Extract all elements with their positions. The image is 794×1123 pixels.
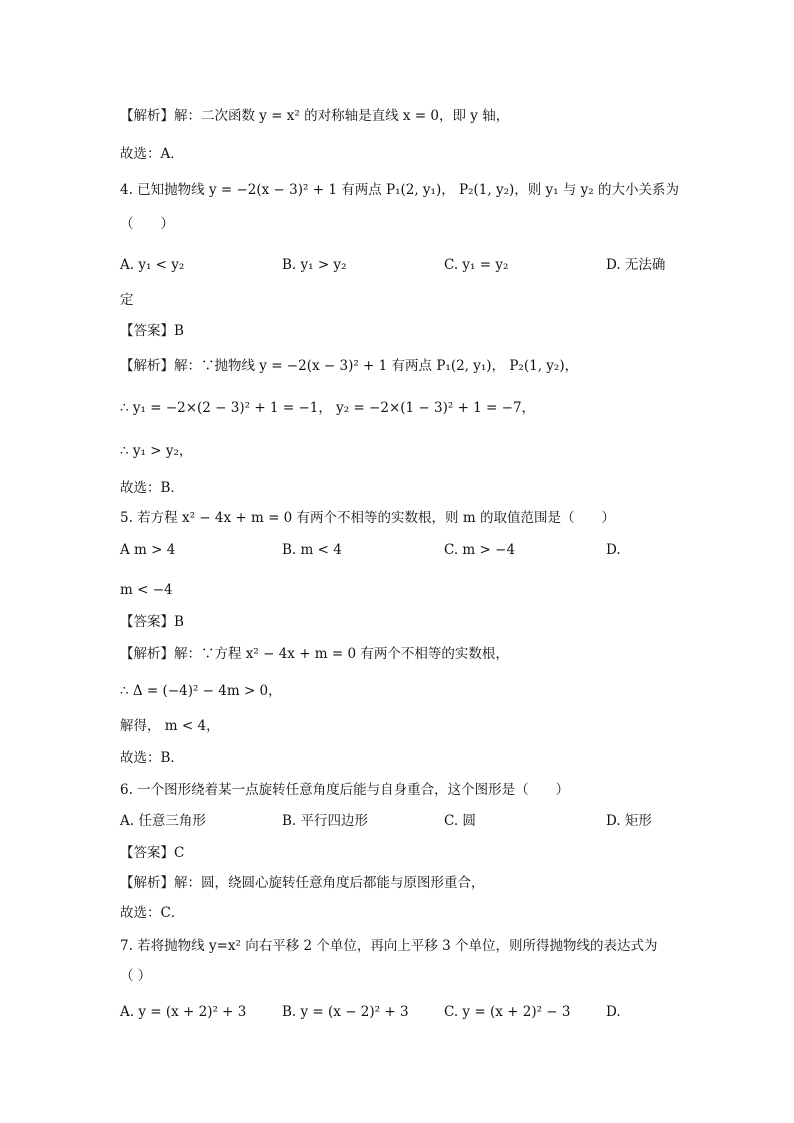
q4-answer: 【答案】B — [120, 323, 184, 339]
q6-option-a: A. 任意三角形 — [120, 813, 206, 829]
q4-step2: ∴ y₁ > y₂， — [120, 443, 193, 459]
q7-option-b: B. y = (x − 2)² + 3 — [282, 1004, 409, 1020]
q6-option-b: B. 平行四边形 — [282, 813, 369, 829]
q5-option-cont: m < −4 — [120, 582, 173, 598]
q5-answer: 【答案】B — [120, 614, 184, 630]
q4-option-cont: 定 — [120, 292, 134, 308]
q4-option-b: B. y₁ > y₂ — [282, 257, 347, 273]
q7-option-c: C. y = (x + 2)² − 3 — [444, 1004, 571, 1020]
q6-analysis: 【解析】解：圆，绕圆心旋转任意角度后都能与原图形重合， — [120, 875, 485, 891]
q5-analysis: 【解析】解：∵方程 x² − 4x + m = 0 有两个不相等的实数根， — [120, 646, 509, 662]
q5-choose: 故选：B． — [120, 750, 184, 766]
q6-option-c: C. 圆 — [444, 813, 476, 829]
q7-option-a: A. y = (x + 2)² + 3 — [120, 1004, 247, 1020]
q5-stem: 5. 若方程 x² − 4x + m = 0 有两个不相等的实数根，则 m 的取值范围是（ ） — [120, 510, 615, 526]
q4-option-d: D. 无法确 — [606, 257, 666, 273]
q7-stem: 7. 若将抛物线 y=x² 向右平移 2 个单位，再向上平移 3 个单位，则所得抛物线的表达式为 — [120, 938, 658, 954]
q7-option-d: D. — [606, 1004, 621, 1020]
q3-analysis: 【解析】解：二次函数 y = x² 的对称轴是直线 x = 0，即 y 轴， — [120, 108, 510, 124]
q4-choose: 故选：B． — [120, 480, 184, 496]
q4-step1: ∴ y₁ = −2×(2 − 3)² + 1 = −1， y₂ = −2×(1 − 3)² + 1 = −7， — [120, 400, 536, 416]
q4-option-a: A. y₁ < y₂ — [120, 257, 185, 273]
q6-choose: 故选：C． — [120, 905, 185, 921]
q4-stem: 4. 已知抛物线 y = −2(x − 3)² + 1 有两点 P₁(2, y₁)， P₂(1, y₂)，则 y₁ 与 y₂ 的大小关系为 — [120, 182, 680, 198]
q4-paren: （ ） — [120, 216, 174, 232]
q6-option-d: D. 矩形 — [606, 813, 652, 829]
q5-option-d: D. — [606, 542, 621, 558]
q3-choose: 故选：A． — [120, 146, 184, 162]
q4-analysis: 【解析】解：∵抛物线 y = −2(x − 3)² + 1 有两点 P₁(2, y₁)， P₂(1, y₂)， — [120, 358, 579, 374]
q5-step2: 解得， m < 4， — [120, 718, 220, 734]
q7-paren: （ ） — [120, 968, 152, 984]
q6-answer: 【答案】C — [120, 845, 185, 861]
q5-option-c: C. m > −4 — [444, 542, 516, 558]
q5-option-a: A m > 4 — [120, 542, 176, 558]
q6-stem: 6. 一个图形绕着某一点旋转任意角度后能与自身重合，这个图形是（ ） — [120, 782, 570, 798]
q5-step1: ∴ Δ = (−4)² − 4m > 0， — [120, 683, 282, 699]
q5-option-b: B. m < 4 — [282, 542, 342, 558]
q4-option-c: C. y₁ = y₂ — [444, 257, 509, 273]
